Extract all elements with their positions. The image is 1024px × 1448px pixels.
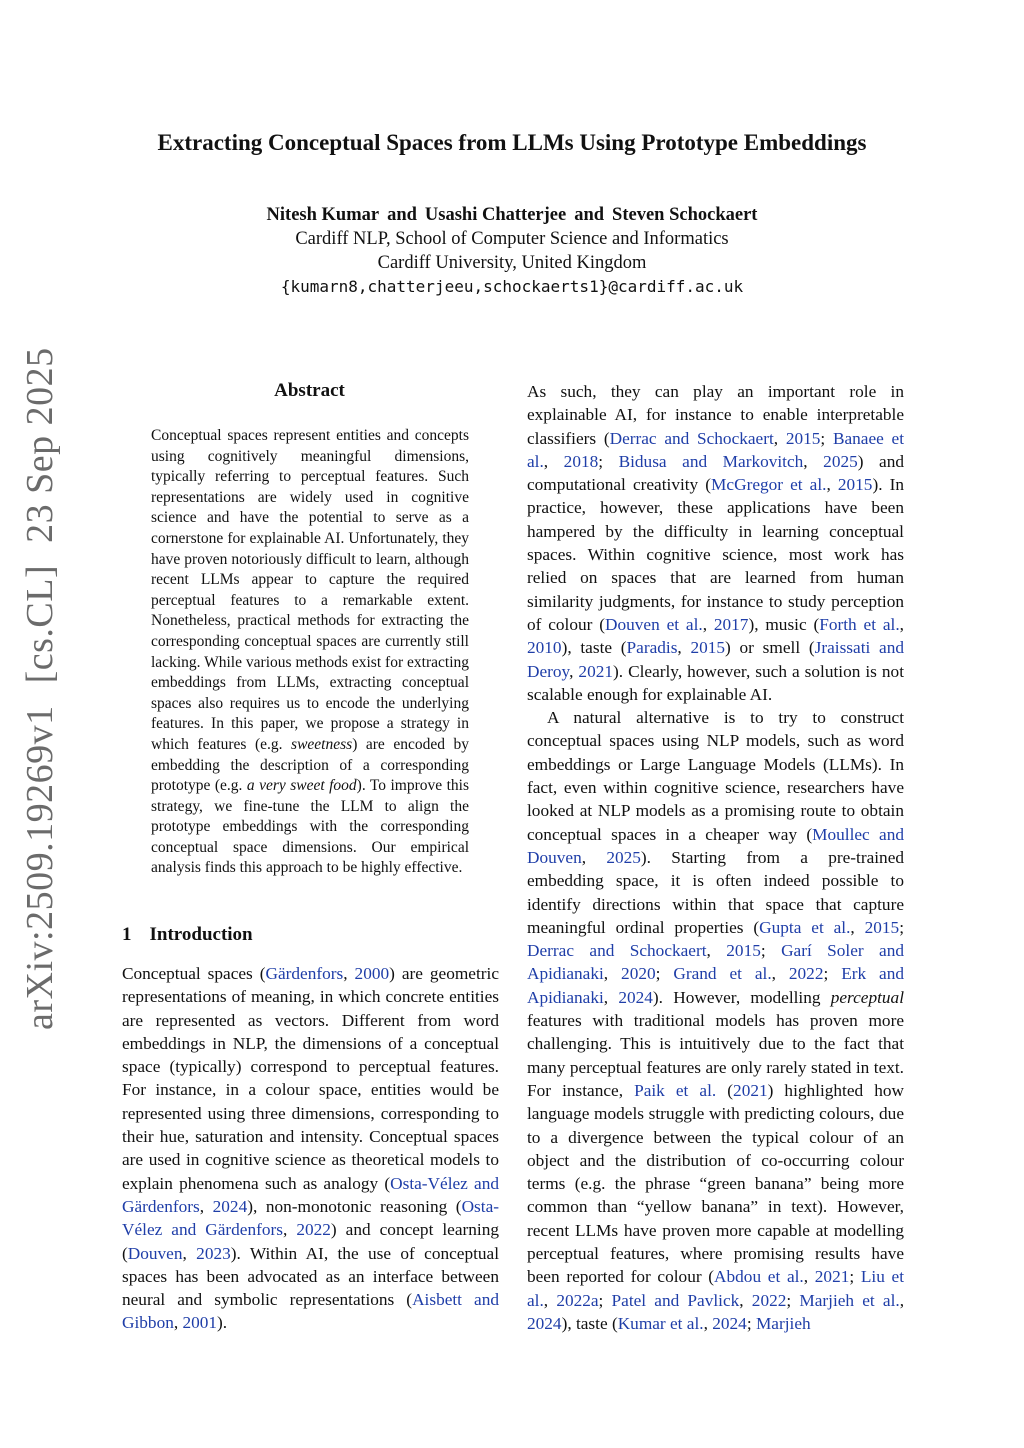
abstract-text: ). To improve this strategy, we fine-tune the LLM to align the prototype embeddings with the corresponding conceptual space dimensions. Our empirical analysis finds this approach to be highly effective. (151, 777, 469, 877)
arxiv-identifier (18, 347, 62, 1030)
body-text: Conceptual spaces ( (122, 964, 266, 983)
section-number: 1 (122, 924, 132, 945)
author-separator: and (387, 205, 417, 225)
citation-link[interactable]: 2021 (814, 1267, 850, 1287)
body-text: , (543, 1290, 557, 1310)
paper-title: Extracting Conceptual Spaces from LLMs Using Prototype Embeddings (157, 130, 867, 155)
citation-link[interactable]: 2015 (837, 475, 873, 495)
citation-link[interactable]: Gupta et al. (759, 917, 851, 937)
body-text: ; (786, 1290, 800, 1310)
affiliation-university: Cardiff University, United Kingdom (377, 253, 647, 273)
abstract-body (151, 426, 469, 879)
body-text: , (703, 1313, 713, 1333)
citation-link[interactable]: Garí Soler and Apidianaki (527, 941, 905, 984)
body-text: ). However, modelling (652, 987, 831, 1007)
citation-link[interactable]: Kumar et al. (617, 1313, 704, 1333)
body-text: ) highlighted how language models struggle with predicting colours, due to a divergence between the typical colour of an object and the distribution of co-occurring colour terms (e.g. the phrase “green banana” being more common than “yellow banana” in text). However, recent LLMs have proven more capable at modelling perceptual features, where promising results have been reported for colour ( (527, 1080, 904, 1287)
abstract-heading: Abstract (274, 380, 345, 401)
citation-link[interactable]: 2024 (618, 987, 653, 1007)
citation-link[interactable]: Jraissati and Deroy (527, 638, 904, 681)
citation-link[interactable]: Osta-Vélez and Gärdenfors (122, 1196, 499, 1240)
introduction-right-column (527, 380, 904, 1335)
body-text: , (173, 1313, 183, 1333)
citation-link[interactable]: Patel and Pavlick (611, 1290, 740, 1310)
citation-link[interactable]: McGregor et al. (711, 475, 827, 495)
author-3: Steven Schockaert (612, 205, 758, 225)
citation-link[interactable]: Paik et al. (634, 1080, 717, 1100)
body-text: , (706, 941, 727, 961)
body-text: , (199, 1196, 213, 1216)
body-text: ; (655, 964, 674, 984)
body-text: ; (899, 917, 904, 937)
body-text: ; (820, 428, 833, 448)
body-text: ), music ( (748, 614, 820, 634)
citation-link[interactable]: 2010 (527, 638, 562, 658)
abstract-text: ) are encoded by embedding the description of a corresponding prototype (e.g. (151, 735, 469, 795)
citation-link[interactable]: Grand et al. (673, 964, 772, 984)
body-text: As such, they can play an important role in explainable AI, for instance to enable interpretable classifiers ( (527, 382, 904, 448)
body-text: , (803, 451, 824, 471)
body-text: ; (760, 941, 782, 961)
citation-link[interactable]: Aisbett and Gibbon (122, 1290, 499, 1333)
citation-link[interactable]: 2015 (726, 941, 761, 961)
citation-link[interactable]: 2015 (864, 917, 900, 937)
body-text: ), taste ( (561, 638, 627, 658)
body-text: ; (598, 451, 619, 471)
abstract-emphasis: sweetness (291, 735, 353, 753)
citation-link[interactable]: Paradis (626, 638, 678, 658)
citation-link[interactable]: Osta-Vélez and Gärdenfors (122, 1173, 499, 1216)
body-text: , (702, 614, 714, 634)
body-text: , (899, 614, 904, 634)
citation-link[interactable]: 2001 (182, 1313, 218, 1333)
citation-link[interactable]: Douven (127, 1243, 183, 1263)
citation-link[interactable]: 2022 (788, 964, 824, 984)
citation-link[interactable]: Derrac and Schockaert (527, 941, 707, 961)
body-text: , (826, 475, 838, 495)
citation-link[interactable]: 2000 (354, 964, 390, 983)
citation-link[interactable]: Moullec and Douven (527, 824, 904, 867)
body-text: ). Clearly, however, such a solution is not scalable enough for explainable AI. (527, 661, 905, 704)
body-text: A natural alternative is to try to construct conceptual spaces using NLP models, such as word embeddings or Large Language Models (LLMs). In fact, even within cognitive science, researchers have looked at NLP models as a promising route to obtain conceptual spaces in a cheaper way ( (527, 708, 904, 844)
citation-link[interactable]: Liu et al. (527, 1267, 905, 1310)
abstract-emphasis: a very sweet food (246, 777, 357, 795)
body-text: , (739, 1290, 752, 1310)
body-text: , (603, 964, 622, 984)
body-text: , (677, 638, 691, 658)
body-text: ), non-monotonic reasoning ( (247, 1196, 462, 1216)
citation-link[interactable]: 2023 (196, 1243, 231, 1263)
body-emphasis: perceptual (830, 987, 904, 1007)
body-text: , (603, 987, 619, 1007)
intro-paragraph-2 (527, 380, 904, 706)
citation-link[interactable]: 2024 (712, 1313, 747, 1333)
citation-link[interactable]: 2025 (606, 847, 641, 867)
body-text: ; (598, 1290, 612, 1310)
affiliation-dept: Cardiff NLP, School of Computer Science and Informatics (295, 229, 729, 249)
citation-link[interactable]: 2017 (713, 614, 749, 634)
body-text: ; (849, 1267, 861, 1287)
citation-link[interactable]: 2018 (563, 451, 599, 471)
body-text: ; (823, 964, 842, 984)
author-2: Usashi Chatterjee (424, 205, 567, 225)
arxiv-category: [cs.CL] (19, 564, 61, 684)
citation-link[interactable]: Douven et al. (605, 614, 703, 634)
body-text: , (283, 1220, 297, 1240)
author-1: Nitesh Kumar (266, 205, 380, 225)
body-text: features with traditional models has proven more challenging. This is intuitively due to the fact that many perceptual features are only rarely stated in text. For instance, (527, 1011, 904, 1100)
citation-link[interactable]: Banaee et al. (527, 428, 905, 471)
citation-link[interactable]: 2022 (751, 1290, 787, 1310)
abstract-text: Conceptual spaces represent entities and concepts using cognitively meaningful dimensions, typically referring to perceptual features. Such representations are widely used in cognitive science and have the potential to serve as a cornerstone for explainable AI. Unfortunately, they have proven notoriously difficult to learn, although recent LLMs appear to capture the required perceptual features to a remarkable extent. Nonetheless, practical methods for extracting the corresponding conceptual spaces are currently still lacking. While various methods exist for extracting embeddings from LLMs, extracting conceptual spaces also requires us to encode the underlying features. In this paper, we propose a strategy in which features (e.g. (151, 427, 469, 753)
body-text: , (850, 917, 865, 937)
intro-paragraph-1 (122, 962, 499, 1335)
citation-link[interactable]: 2015 (785, 428, 821, 448)
citation-link[interactable]: 2025 (823, 451, 858, 471)
section-title: Introduction (149, 924, 253, 945)
body-text: , (182, 1243, 197, 1263)
arxiv-id: arXiv:2509.19269v1 (19, 705, 61, 1030)
body-text: , (899, 1290, 905, 1310)
body-text: , (569, 661, 579, 681)
body-text: ) are geometric representations of meaning, in which concrete entities are represented as vectors. Different from word embeddings in NLP, the dimensions of a conceptual space (typically) correspond to perceptual features. For instance, in a colour space, entities would be represented using three dimensions, corresponding to their hue, saturation and intensity. Conceptual spaces are used in cognitive science as theoretical models to explain phenomena such as analogy ( (122, 964, 499, 1193)
body-text: , (773, 428, 786, 448)
citation-link[interactable]: 2020 (621, 964, 656, 984)
citation-link[interactable]: Gärdenfors (265, 964, 344, 983)
citation-link[interactable]: Erk and Apidianaki (527, 964, 905, 1007)
intro-paragraph-3 (527, 706, 904, 1335)
body-text: ). In practice, however, these applications have been hampered by the difficulty in learning conceptual spaces. Within cognitive science, most work has relied on spaces that are learned from human similarity judgments, for instance to study perception of colour ( (527, 475, 904, 634)
body-text: ). Starting from a pre-trained embedding space, it is often indeed possible to identify directions within that space that capture meaningful ordinal properties ( (527, 847, 905, 937)
citation-link[interactable]: Marjieh (755, 1313, 811, 1333)
arxiv-date: 23 Sep 2025 (19, 347, 61, 543)
citation-link[interactable]: 2024 (212, 1196, 248, 1216)
citation-link[interactable]: 2024 (527, 1313, 562, 1333)
citation-link[interactable]: 2022a (556, 1290, 599, 1310)
body-text: ). (217, 1313, 228, 1333)
body-text: , (581, 847, 607, 867)
body-text: ), taste ( (561, 1313, 618, 1333)
citation-link[interactable]: 2015 (690, 638, 726, 658)
body-text: ) and concept learning ( (122, 1220, 499, 1263)
citation-link[interactable]: Marjieh et al. (799, 1290, 900, 1310)
body-text: , (343, 964, 355, 983)
section-heading-introduction (122, 924, 497, 946)
body-text: ) and computational creativity ( (527, 451, 904, 495)
body-text: ( (716, 1080, 734, 1100)
body-text: ) or smell ( (725, 638, 815, 658)
citation-link[interactable]: 2022 (296, 1220, 331, 1240)
body-text: , (543, 451, 564, 471)
introduction-left-column (122, 962, 499, 1335)
citation-link[interactable]: Abdou et al. (714, 1267, 804, 1287)
citation-link[interactable]: 2021 (733, 1080, 768, 1100)
body-text: , (771, 964, 789, 984)
citation-link[interactable]: Forth et al. (819, 614, 900, 634)
author-emails: {kumarn8,chatterjeeu,schockaerts1}@cardiff.ac.uk (280, 277, 744, 296)
author-block (0, 203, 1024, 299)
body-text: , (803, 1267, 815, 1287)
citation-link[interactable]: 2021 (578, 661, 613, 681)
body-text: ; (746, 1313, 756, 1333)
citation-link[interactable]: Derrac and Schockaert (609, 428, 774, 448)
citation-link[interactable]: Bidusa and Markovitch (618, 451, 804, 471)
body-text: ). Within AI, the use of conceptual spaces has been advocated as an interface between neural and symbolic representations ( (122, 1243, 499, 1310)
author-names (0, 203, 1024, 227)
author-separator: and (574, 205, 605, 225)
